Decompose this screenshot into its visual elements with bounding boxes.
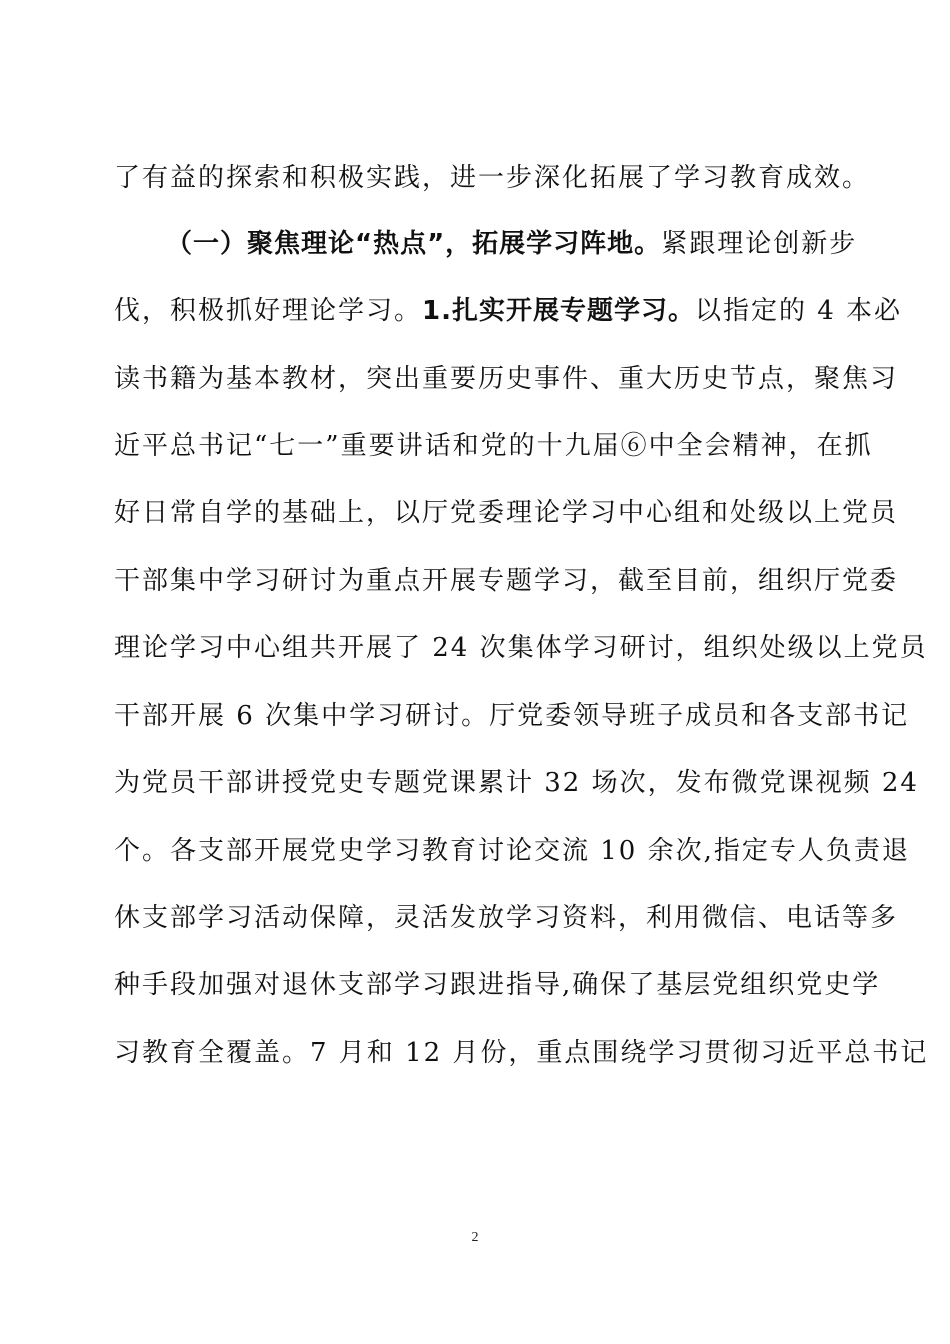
line-text: 干部开展 6 次集中学习研讨。厅党委领导班子成员和各支部书记 — [114, 701, 910, 731]
paragraph-line — [114, 364, 899, 394]
line-text: 习教育全覆盖。7 月和 12 月份，重点围绕学习贯彻习近平总书记 — [114, 1038, 929, 1068]
line-text: 种手段加强对退休支部学习跟进指导,确保了基层党组织党史学 — [114, 970, 881, 1000]
line-text: 理论学习中心组共开展了 24 次集体学习研讨，组织处级以上党员 — [114, 633, 928, 663]
line-text: 近平总书记“七一”重要讲话和党的十九届⑥中全会精神，在抓 — [114, 431, 873, 461]
paragraph-line — [114, 633, 928, 663]
paragraph-line — [114, 970, 881, 1000]
section-heading-line — [166, 229, 858, 259]
line-text: 以指定的 4 本必 — [694, 296, 903, 326]
line-text: 读书籍为基本教材，突出重要历史事件、重大历史节点，聚焦习 — [114, 364, 899, 394]
line-text: 干部集中学习研讨为重点开展专题学习，截至目前，组织厅党委 — [114, 566, 899, 596]
line-text: 伐，积极抓好理论学习。 — [114, 296, 423, 326]
paragraph-line — [114, 498, 899, 528]
paragraph-line — [114, 701, 910, 731]
paragraph-line — [114, 836, 910, 866]
paragraph-line — [114, 163, 871, 193]
page-number: 2 — [471, 1230, 479, 1245]
section-heading: （一）聚焦理论“热点”，拓展学习阵地。 — [166, 229, 662, 259]
paragraph-line — [114, 1038, 929, 1068]
paragraph-line — [114, 566, 899, 596]
line-text: 休支部学习活动保障，灵活发放学习资料，利用微信、电话等多 — [114, 903, 899, 933]
subsection-heading: 1.扎实开展专题学习。 — [422, 296, 695, 326]
paragraph-line — [114, 903, 899, 933]
paragraph-line — [114, 431, 873, 461]
line-text: 紧跟理论创新步 — [661, 229, 858, 259]
line-text: 为党员干部讲授党史专题党课累计 32 场次，发布微党课视频 24 — [114, 768, 919, 798]
paragraph-line — [114, 296, 903, 326]
line-text: 个。各支部开展党史学习教育讨论交流 10 余次,指定专人负责退 — [114, 836, 910, 866]
line-text: 好日常自学的基础上，以厅党委理论学习中心组和处级以上党员 — [114, 498, 899, 528]
line-text: 了有益的探索和积极实践，进一步深化拓展了学习教育成效。 — [114, 163, 871, 193]
paragraph-line — [114, 768, 919, 798]
